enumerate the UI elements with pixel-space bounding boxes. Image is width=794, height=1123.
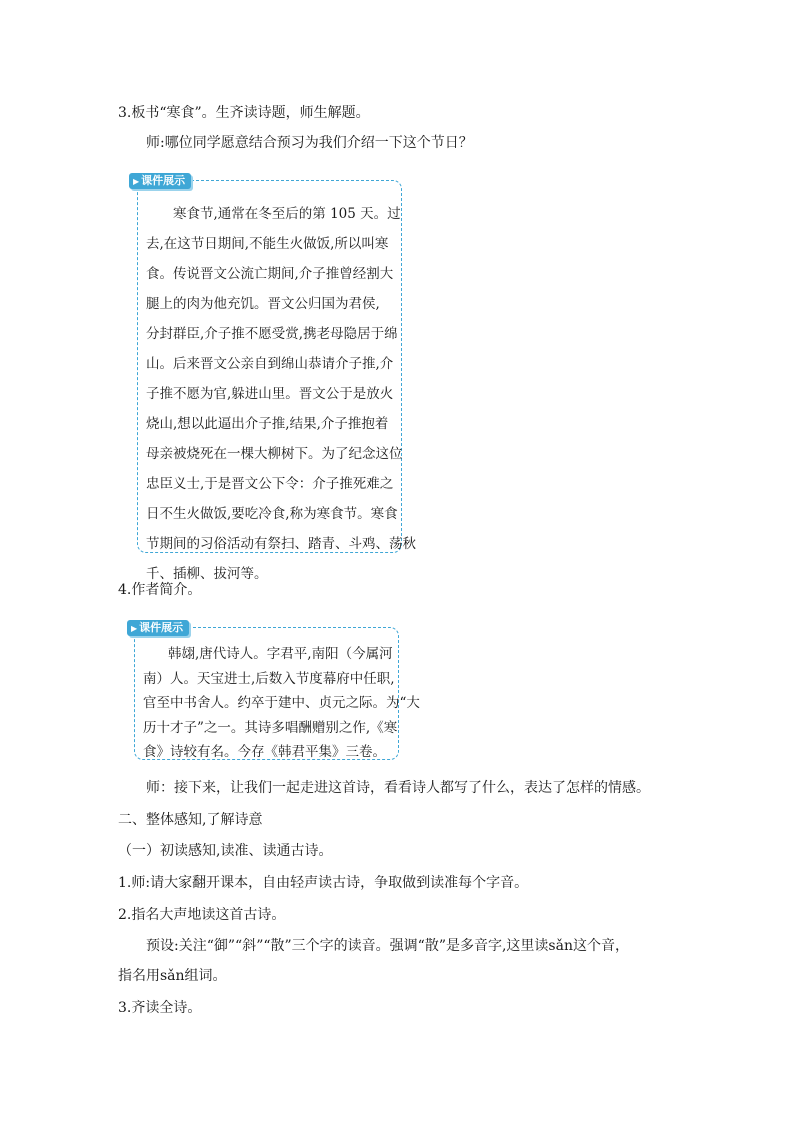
step-1: 1.师:请大家翻开课本，自由轻声读古诗，争取做到读准每个字音。 — [118, 875, 529, 891]
teacher-transition: 师：接下来，让我们一起走进这首诗，看看诗人都写了什么，表达了怎样的情感。 — [146, 780, 650, 796]
part-2-heading: 二、整体感知,了解诗意 — [118, 812, 263, 828]
courseware-badge — [127, 620, 189, 636]
festival-line: 分封群臣,介子推不愿受赏,携老母隐居于绵 — [146, 326, 398, 342]
teacher-question: 师:哪位同学愿意结合预习为我们介绍一下这个节日？ — [146, 135, 473, 151]
step-2: 2.指名大声地读这首古诗。 — [118, 907, 286, 923]
courseware-badge-label: 课件展示 — [139, 621, 184, 634]
festival-line: 腿上的肉为他充饥。晋文公归国为君侯, — [146, 296, 380, 312]
preset-line-1: 预设:关注“御”“斜”“散”三个字的读音。强调“散”是多音字,这里读sǎn这个音， — [146, 938, 629, 954]
festival-line: 千、插柳、拔河等。 — [146, 566, 268, 582]
courseware-badge-label: 课件展示 — [141, 174, 186, 187]
festival-line: 去,在这节日期间,不能生火做饭,所以叫寒 — [146, 236, 389, 252]
festival-line: 子推不愿为官,躲进山里。晋文公于是放火 — [146, 386, 394, 402]
festival-description — [146, 199, 416, 589]
festival-line: 忠臣义士,于是晋文公下令：介子推死难之 — [146, 476, 394, 492]
festival-line: 日不生火做饭,要吃冷食,称为寒食节。寒食 — [146, 506, 398, 522]
author-description — [143, 642, 420, 765]
festival-line: 寒食节,通常在冬至后的第 105 天。过 — [173, 206, 401, 222]
author-line: 南）人。天宝进士,后数入节度幕府中任职, — [143, 670, 395, 687]
play-triangle-icon: ▶ — [131, 624, 138, 633]
festival-line: 山。后来晋文公亲自到绵山恭请介子推,介 — [146, 356, 394, 372]
festival-line: 母亲被烧死在一棵大柳树下。为了纪念这位 — [146, 446, 403, 462]
section-4-heading: 4.作者简介。 — [118, 582, 202, 598]
author-line: 官至中书舍人。约卒于建中、贞元之际。为“大 — [143, 695, 420, 711]
author-line: 食》诗较有名。今存《韩君平集》三卷。 — [143, 744, 386, 760]
step-3: 3.齐读全诗。 — [118, 1000, 202, 1016]
author-line: 历十才子”之一。其诗多唱酬赠别之作,《寒 — [143, 719, 398, 736]
sub-1-heading: （一）初读感知,读准、读通古诗。 — [118, 843, 333, 859]
author-line: 韩翃,唐代诗人。字君平,南阳（今属河 — [168, 646, 393, 662]
festival-line: 烧山,想以此逼出介子推,结果,介子推抱着 — [146, 416, 389, 432]
preset-line-2: 指名用sǎn组词。 — [118, 968, 227, 984]
festival-line: 节期间的习俗活动有祭扫、踏青、斗鸡、荡秋 — [146, 536, 416, 552]
play-triangle-icon: ▶ — [133, 177, 140, 186]
festival-line: 食。传说晋文公流亡期间,介子推曾经割大 — [146, 266, 394, 282]
section-3-heading: 3.板书“寒食”。生齐读诗题，师生解题。 — [118, 105, 370, 121]
courseware-badge — [129, 173, 191, 189]
